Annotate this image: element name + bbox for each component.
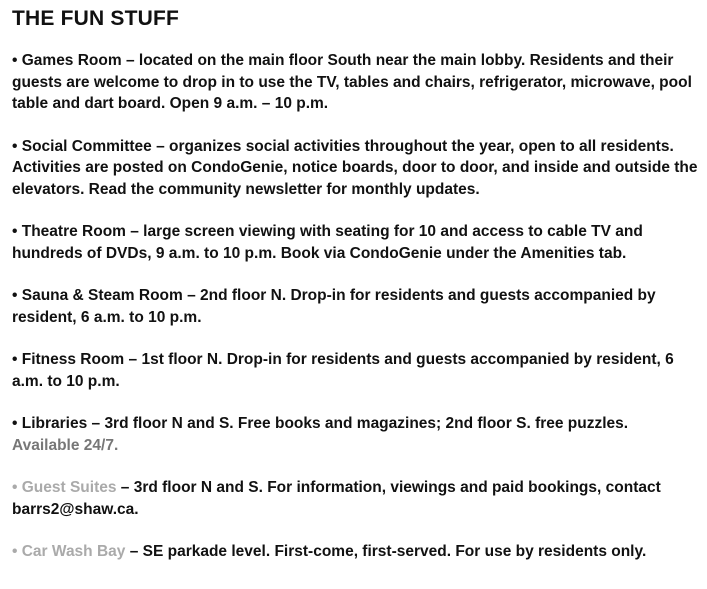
car-wash-heading: • Car Wash Bay [12,543,126,560]
page-title: THE FUN STUFF [12,7,180,30]
list-item-guest-suites [12,477,702,520]
list-item-fitness-room: • Fitness Room – 1st floor N. Drop-in for residents and guests accompanied by resident, 6 a.m. to 10 p.m. [12,351,674,390]
list-item-social-committee: • Social Committee – organizes social activities throughout the year, open to all residents. Activities are posted on CondoGenie, notice boards, door to door, and inside and outside the elevators. Read the community newsletter for monthly updates. [12,137,698,198]
list-item-theatre-room: • Theatre Room – large screen viewing with seating for 10 and access to cable TV and hundreds of DVDs, 9 a.m. to 10 p.m. Book via CondoGenie under the Amenities tab. [12,223,643,262]
list-item-libraries [12,413,702,456]
car-wash-text: – SE parkade level. First-come, first-served. For use by residents only. [125,543,647,560]
document-page [12,6,702,584]
libraries-availability: Available 24/7. [12,436,119,454]
list-item-sauna-steam: • Sauna & Steam Room – 2nd floor N. Drop-in for residents and guests accompanied by resident, 6 a.m. to 10 p.m. [12,287,656,326]
guest-suites-text: – 3rd floor N and S. For information, viewings and paid bookings, contact barrs2@shaw.ca. [12,479,661,518]
libraries-text: • Libraries – 3rd floor N and S. Free books and magazines; 2nd floor S. free puzzles. [12,415,629,432]
guest-suites-heading: • Guest Suites [12,479,117,496]
list-item-car-wash [12,541,702,563]
list-item-games-room: • Games Room – located on the main floor South near the main lobby. Residents and their guests are welcome to drop in to use the TV, tables and chairs, refrigerator, microwave, pool table and dart board. Open 9 a.m. – 10 p.m. [12,52,692,112]
